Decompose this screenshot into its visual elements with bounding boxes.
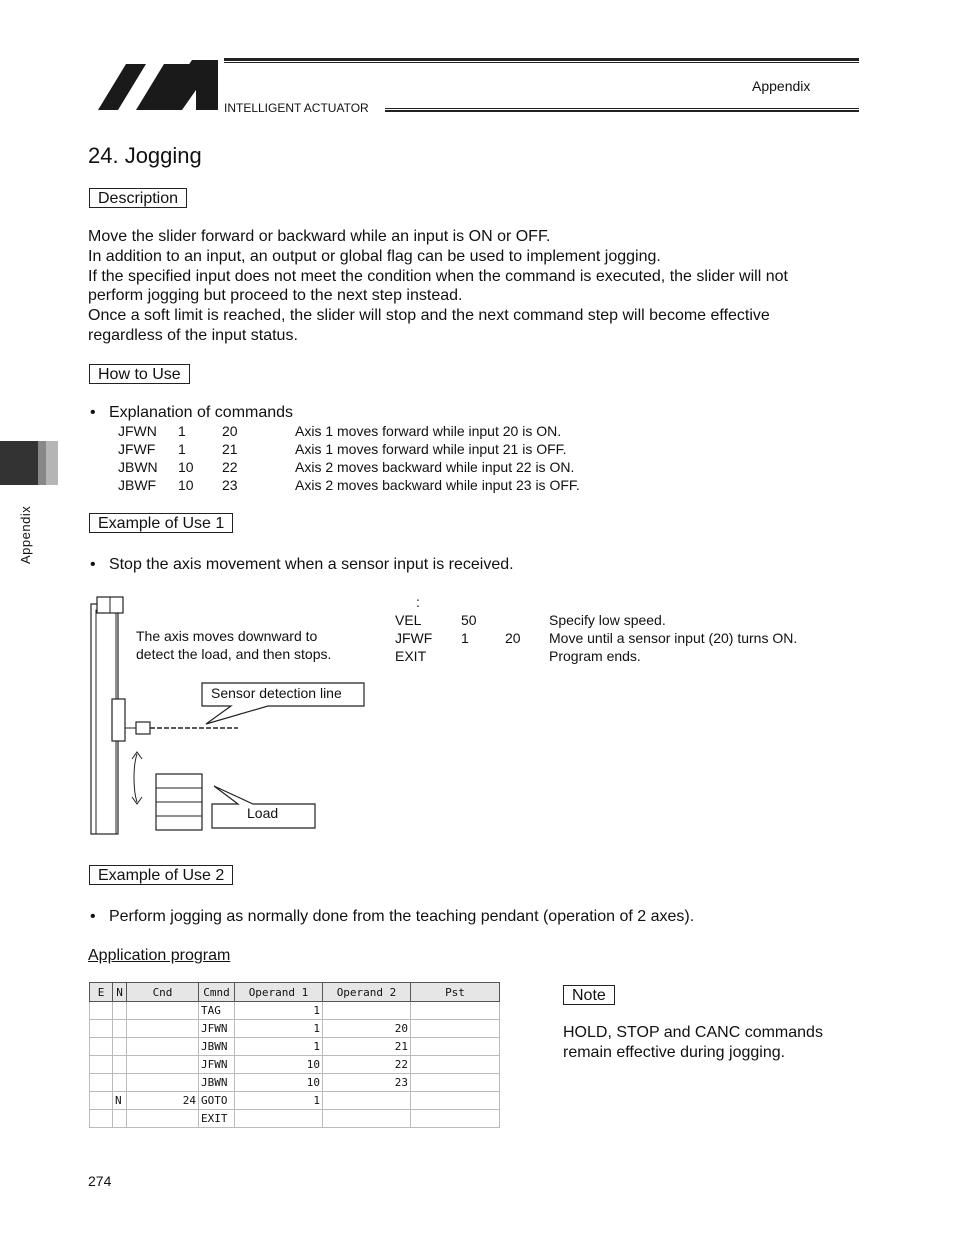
program-desc: Move until a sensor input (20) turns ON. [549,630,798,646]
col-header-operand2: Operand 2 [323,983,411,1002]
cell-n [113,1020,127,1038]
cell-cnd [127,1110,199,1128]
header-brand: INTELLIGENT ACTUATOR [224,101,369,115]
cell-operand2: 20 [323,1020,411,1038]
description-line: In addition to an input, an output or global flag can be used to implement jogging. [88,247,661,265]
col-header-cnd: Cnd [127,983,199,1002]
cell-e [90,1092,113,1110]
command-op2: 20 [222,423,238,439]
program-desc: Specify low speed. [549,612,666,628]
command-op1: 1 [178,441,186,457]
col-header-operand1: Operand 1 [235,983,323,1002]
cell-cmnd: JBWN [199,1074,235,1092]
cell-n [113,1056,127,1074]
cell-cmnd: JFWN [199,1020,235,1038]
cell-operand2 [323,1092,411,1110]
cell-e [90,1020,113,1038]
program-table [89,982,500,1128]
header-section: Appendix [752,78,811,94]
sensor [136,722,150,734]
description-text [88,227,858,346]
command-name: JFWN [118,423,157,439]
command-name: JBWN [118,459,158,475]
cell-n [113,1002,127,1020]
cell-n [113,1074,127,1092]
cell-pst [411,1038,500,1056]
how-to-use-label: How to Use [89,364,190,384]
side-tab-block [0,441,38,485]
cell-cmnd: TAG [199,1002,235,1020]
bullet-example1: • Stop the axis movement when a sensor input is received. [90,556,514,573]
header-rule-top [224,58,859,61]
program-table-header [90,983,500,1002]
bullet-example1-text: Stop the axis movement when a sensor input is received. [108,556,514,573]
cell-cnd [127,1038,199,1056]
note-label: Note [563,985,615,1005]
cell-operand1: 1 [235,1092,323,1110]
cell-operand1: 1 [235,1020,323,1038]
table-row [90,1056,500,1074]
cell-pst [411,1074,500,1092]
cell-cnd [127,1020,199,1038]
side-tab-label: Appendix [18,505,33,564]
cell-e [90,1038,113,1056]
cell-pst [411,1056,500,1074]
example1-label: Example of Use 1 [89,513,233,533]
example2-label: Example of Use 2 [89,865,233,885]
slider [112,699,125,741]
motion-arrow [134,754,137,802]
program-op1: 1 [461,630,469,646]
program-ellipsis: : [416,594,420,610]
description-label: Description [89,188,187,208]
cell-e [90,1110,113,1128]
note-line-2: remain effective during jogging. [563,1044,786,1061]
cell-cnd [127,1056,199,1074]
page-title: 24. Jogging [88,143,202,168]
header-rule-top-thin [224,62,859,63]
command-name: JBWF [118,477,157,493]
program-desc: Program ends. [549,648,641,664]
command-op1: 10 [178,477,194,493]
cell-cmnd: JFWN [199,1056,235,1074]
cell-operand2 [323,1002,411,1020]
sensor-label: Sensor detection line [211,685,342,701]
cell-cnd: 24 [127,1092,199,1110]
command-desc: Axis 1 moves forward while input 20 is ON. [295,423,562,439]
diagram-caption-1: The axis moves downward to [136,628,318,644]
header-rule-bottom-1 [385,108,859,109]
cell-operand2: 23 [323,1074,411,1092]
cell-e [90,1074,113,1092]
diagram-caption-2: detect the load, and then stops. [136,646,332,662]
cell-n: N [113,1092,127,1110]
col-header-cmnd: Cmnd [199,983,235,1002]
col-header-n: N [113,983,127,1002]
table-row [90,1074,500,1092]
application-program-label: Application program [88,947,231,964]
bullet-example2-text: Perform jogging as normally done from the teaching pendant (operation of 2 axes). [108,908,695,925]
cell-pst [411,1110,500,1128]
cell-cmnd: EXIT [199,1110,235,1128]
cell-pst [411,1002,500,1020]
program-op1: 50 [461,612,477,628]
load-label: Load [247,805,279,821]
cell-cmnd: GOTO [199,1092,235,1110]
bullet-commands: • Explanation of commands [90,404,294,421]
cell-e [90,1056,113,1074]
description-line: If the specified input does not meet the condition when the command is executed, the slider will not [88,267,788,285]
command-name: JFWF [118,441,156,457]
command-desc: Axis 1 moves forward while input 21 is OFF. [295,441,567,457]
side-tab-stripe-1 [38,441,46,485]
cell-n [113,1110,127,1128]
cell-operand2: 22 [323,1056,411,1074]
col-header-pst: Pst [411,983,500,1002]
command-op2: 21 [222,441,238,457]
cell-operand1: 1 [235,1038,323,1056]
cell-operand2 [323,1110,411,1128]
cell-pst [411,1092,500,1110]
col-header-e: E [90,983,113,1002]
program-op2: 20 [505,630,521,646]
command-op2: 23 [222,477,238,493]
bullet-example2: • Perform jogging as normally done from the teaching pendant (operation of 2 axes). [90,908,695,925]
iai-logo [96,58,220,112]
cell-n [113,1038,127,1056]
description-line: Move the slider forward or backward while an input is ON or OFF. [88,228,551,245]
command-op2: 22 [222,459,238,475]
page-number: 274 [88,1173,112,1189]
note-line-1: HOLD, STOP and CANC commands [563,1024,823,1041]
cell-operand2: 21 [323,1038,411,1056]
cell-operand1 [235,1110,323,1128]
description-line: perform jogging but proceed to the next step instead. [88,287,463,305]
table-row [90,1020,500,1038]
cell-pst [411,1020,500,1038]
cell-operand1: 1 [235,1002,323,1020]
command-desc: Axis 2 moves backward while input 23 is OFF. [295,477,580,493]
table-row [90,1002,500,1020]
program-cmd: EXIT [395,648,427,664]
description-line: regardless of the input status. [88,326,298,344]
program-cmd: JFWF [395,630,433,646]
cell-cnd [127,1002,199,1020]
command-desc: Axis 2 moves backward while input 22 is ON. [295,459,575,475]
cell-cmnd: JBWN [199,1038,235,1056]
side-tab-stripe-2 [46,441,58,485]
command-op1: 10 [178,459,194,475]
cell-e [90,1002,113,1020]
cell-operand1: 10 [235,1056,323,1074]
bullet-commands-text: Explanation of commands [108,404,294,421]
header-rule-bottom-2 [385,110,859,112]
cell-operand1: 10 [235,1074,323,1092]
table-row [90,1092,500,1110]
program-cmd: VEL [395,612,422,628]
cell-cnd [127,1074,199,1092]
table-row [90,1038,500,1056]
description-line: Once a soft limit is reached, the slider will stop and the next command step will become effective [88,307,770,325]
table-row [90,1110,500,1128]
command-op1: 1 [178,423,186,439]
